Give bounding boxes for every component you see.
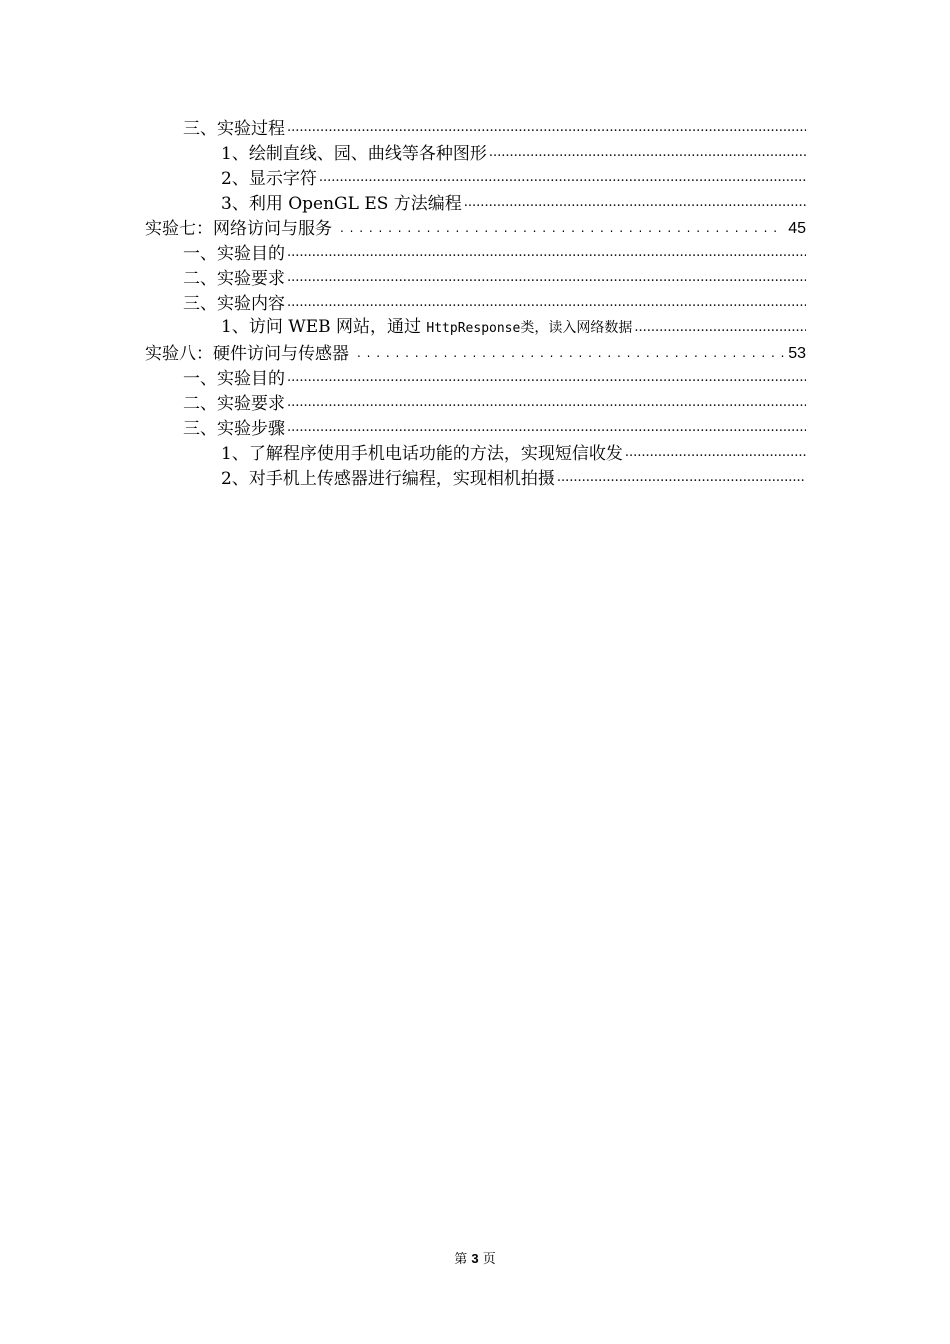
- toc-entry[interactable]: [221, 439, 806, 464]
- toc-entry[interactable]: [183, 264, 806, 289]
- toc-entry-label: 三、实验步骤: [183, 419, 285, 439]
- toc-leader-dots: [634, 319, 806, 339]
- toc-entry[interactable]: [183, 289, 806, 314]
- toc-entry-label: 1、绘制直线、园、曲线等各种图形: [221, 144, 487, 164]
- toc-entry-label: 二、实验要求: [183, 269, 285, 289]
- toc-leader-dots: [351, 344, 784, 364]
- toc-entry-label: 2、对手机上传感器进行编程，实现相机拍摄: [221, 469, 555, 489]
- toc-leader-dots: [557, 469, 806, 489]
- toc-entry-label: 三、实验过程: [183, 119, 285, 139]
- toc-entry[interactable]: [221, 314, 806, 339]
- toc-leader-dots: [334, 219, 784, 239]
- toc-chapter-entry[interactable]: [145, 214, 806, 239]
- toc-leader-dots: [287, 394, 806, 414]
- toc-entry[interactable]: [183, 414, 806, 439]
- toc-entry[interactable]: [221, 189, 806, 214]
- toc-page-number: 53: [788, 345, 806, 362]
- toc-page-number: 45: [788, 220, 806, 237]
- toc-chapter-label: 实验八：硬件访问与传感器: [145, 344, 349, 364]
- toc-leader-dots: [287, 269, 806, 289]
- toc-entry[interactable]: [183, 239, 806, 264]
- toc-leader-dots: [287, 419, 806, 439]
- page-footer: [0, 1248, 950, 1267]
- toc-leader-dots: [287, 294, 806, 314]
- toc-leader-dots: [287, 244, 806, 264]
- toc-entry-label-head: 1、访问 WEB 网站，通过: [221, 317, 421, 337]
- toc-entry-code: HttpResponse: [426, 321, 521, 336]
- toc-entry-label-tail: 类，读入网络数据: [520, 320, 633, 336]
- toc-leader-dots: [319, 169, 806, 189]
- toc-entry-label: 2、显示字符: [221, 169, 317, 189]
- toc-entry[interactable]: [221, 139, 806, 164]
- toc-entry[interactable]: [183, 364, 806, 389]
- footer-prefix: 第: [454, 1252, 468, 1267]
- toc-leader-dots: [489, 144, 806, 164]
- toc-entry-label: 一、实验目的: [183, 369, 285, 389]
- toc-entry-label: 三、实验内容: [183, 294, 285, 314]
- toc-entry-label: 一、实验目的: [183, 244, 285, 264]
- toc-entry[interactable]: [221, 164, 806, 189]
- toc-leader-dots: [625, 444, 806, 464]
- toc-chapter-entry[interactable]: [145, 339, 806, 364]
- toc-entry[interactable]: [221, 464, 806, 489]
- footer-suffix: 页: [482, 1252, 496, 1267]
- toc-entry-label: 3、利用 OpenGL ES 方法编程: [221, 194, 462, 214]
- toc-leader-dots: [287, 369, 806, 389]
- toc-entry-label: 二、实验要求: [183, 394, 285, 414]
- toc-chapter-label: 实验七：网络访问与服务: [145, 219, 332, 239]
- toc-entry[interactable]: [183, 114, 806, 139]
- toc-entry[interactable]: [183, 389, 806, 414]
- toc-entry-label: 1、了解程序使用手机电话功能的方法，实现短信收发: [221, 444, 623, 464]
- footer-page-number: 3: [471, 1251, 479, 1266]
- toc-leader-dots: [287, 119, 806, 139]
- toc-entry-label: [221, 317, 632, 339]
- toc-leader-dots: [464, 194, 806, 214]
